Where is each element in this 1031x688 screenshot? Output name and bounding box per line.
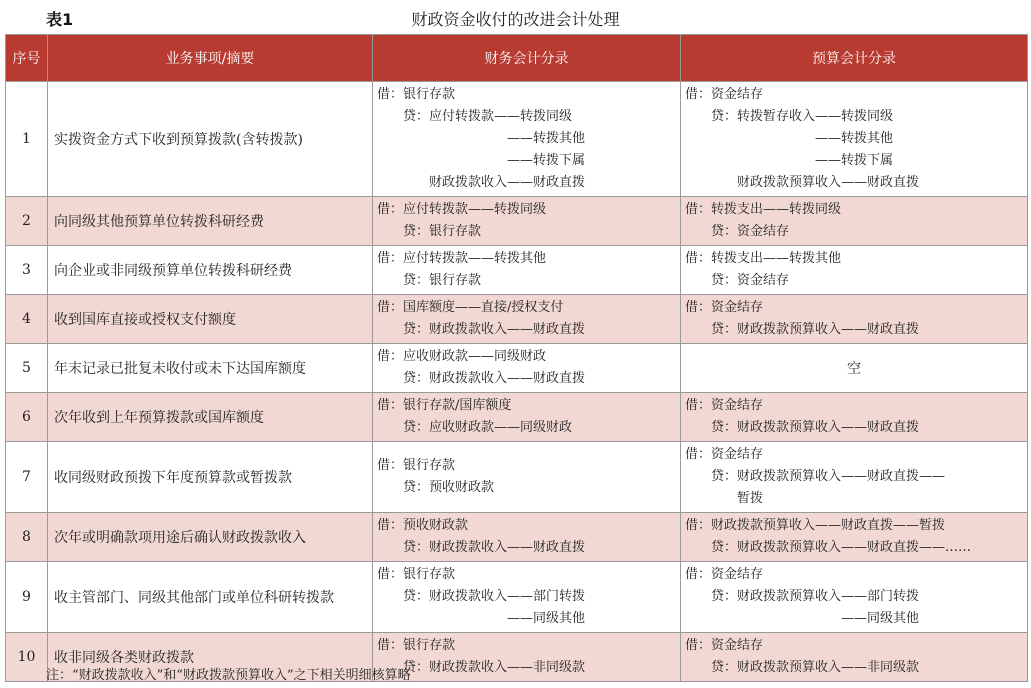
financial-entry-cell bbox=[373, 562, 681, 633]
budget-empty-cell: 空 bbox=[681, 344, 1028, 393]
table-row bbox=[6, 513, 1028, 562]
entry-line: 借：转拨支出——转拨其他 bbox=[685, 251, 842, 266]
entry-line: 贷：资金结存 bbox=[685, 224, 790, 239]
entry-line: 贷：银行存款 bbox=[377, 224, 482, 239]
row-summary: 收同级财政预拨下年度预算款或暂拨款 bbox=[48, 442, 373, 513]
financial-entry-cell bbox=[373, 246, 681, 295]
financial-entry-cell bbox=[373, 633, 681, 682]
entry-line: 暂拨 bbox=[685, 491, 764, 506]
entry-line: 借：资金结存 bbox=[685, 300, 764, 315]
budget-entry-cell bbox=[681, 246, 1028, 295]
budget-entry-cell bbox=[681, 633, 1028, 682]
entry-line: 贷：财政拨款收入——财政直拨 bbox=[377, 540, 586, 555]
entry-line: 借：财政拨款预算收入——财政直拨——暂拨 bbox=[685, 518, 946, 533]
row-summary: 次年收到上年预算拨款或国库额度 bbox=[48, 393, 373, 442]
row-number: 1 bbox=[6, 82, 48, 197]
row-number: 2 bbox=[6, 197, 48, 246]
budget-entry-cell bbox=[681, 562, 1028, 633]
entry-line: 贷：银行存款 bbox=[377, 273, 482, 288]
table-note: 注：“财政拨款收入”和“财政拨款预算收入”之下相关明细核算略 bbox=[46, 668, 411, 683]
entry-line: ——转拨下属 bbox=[685, 153, 894, 168]
row-number: 7 bbox=[6, 442, 48, 513]
entry-line: 借：银行存款 bbox=[377, 87, 456, 102]
budget-entry-cell bbox=[681, 513, 1028, 562]
entry-line: ——转拨其他 bbox=[685, 131, 894, 146]
entry-line: 贷：转拨暂存收入——转拨同级 bbox=[685, 109, 894, 124]
entry-line: 财政拨款收入——财政直拨 bbox=[377, 175, 586, 190]
table-header-row bbox=[6, 35, 1028, 82]
entry-line: 贷：预收财政款 bbox=[377, 480, 495, 495]
accounting-table bbox=[5, 34, 1028, 682]
row-number: 6 bbox=[6, 393, 48, 442]
col-header-no: 序号 bbox=[6, 35, 48, 82]
row-summary: 收到国库直接或授权支付额度 bbox=[48, 295, 373, 344]
table-row bbox=[6, 393, 1028, 442]
entry-line: ——同级其他 bbox=[685, 611, 920, 626]
table-row bbox=[6, 295, 1028, 344]
row-number: 4 bbox=[6, 295, 48, 344]
col-header-summary: 业务事项/摘要 bbox=[48, 35, 373, 82]
entry-line: ——同级其他 bbox=[377, 611, 586, 626]
table-title: 财政资金收付的改进会计处理 bbox=[411, 10, 620, 29]
row-number: 10 bbox=[6, 633, 48, 682]
table-row bbox=[6, 82, 1028, 197]
financial-entry-cell bbox=[373, 513, 681, 562]
financial-entry-cell bbox=[373, 442, 681, 513]
entry-line: 借：资金结存 bbox=[685, 447, 764, 462]
financial-entry-cell bbox=[373, 197, 681, 246]
row-summary: 年末记录已批复未收付或未下达国库额度 bbox=[48, 344, 373, 393]
entry-line: 贷：财政拨款收入——部门转拨 bbox=[377, 589, 586, 604]
entry-line: 借：银行存款 bbox=[377, 638, 456, 653]
budget-entry-cell bbox=[681, 82, 1028, 197]
entry-line: 贷：财政拨款预算收入——部门转拨 bbox=[685, 589, 920, 604]
table-row bbox=[6, 562, 1028, 633]
entry-line: ——转拨其他 bbox=[377, 131, 586, 146]
entry-line: 贷：财政拨款收入——财政直拨 bbox=[377, 322, 586, 337]
row-summary: 收非同级各类财政拨款 bbox=[48, 633, 373, 682]
row-number: 5 bbox=[6, 344, 48, 393]
financial-entry-cell bbox=[373, 344, 681, 393]
table-body bbox=[6, 82, 1028, 682]
entry-line: 借：转拨支出——转拨同级 bbox=[685, 202, 842, 217]
entry-line: 借：资金结存 bbox=[685, 567, 764, 582]
entry-line: 借：银行存款 bbox=[377, 458, 456, 473]
row-summary: 次年或明确款项用途后确认财政拨款收入 bbox=[48, 513, 373, 562]
entry-line: 借：资金结存 bbox=[685, 87, 764, 102]
entry-line: 贷：财政拨款预算收入——财政直拨 bbox=[685, 420, 920, 435]
entry-line: 借：银行存款/国库额度 bbox=[377, 398, 512, 413]
entry-line: 借：应付转拨款——转拨同级 bbox=[377, 202, 547, 217]
budget-entry-cell bbox=[681, 295, 1028, 344]
row-summary: 收主管部门、同级其他部门或单位科研转拨款 bbox=[48, 562, 373, 633]
row-number: 8 bbox=[6, 513, 48, 562]
row-summary: 向同级其他预算单位转拨科研经费 bbox=[48, 197, 373, 246]
entry-line: 借：资金结存 bbox=[685, 638, 764, 653]
table-label: 表1 bbox=[46, 10, 74, 29]
financial-entry-cell bbox=[373, 82, 681, 197]
table-row bbox=[6, 344, 1028, 393]
entry-line: 贷：财政拨款预算收入——财政直拨 bbox=[685, 322, 920, 337]
budget-entry-cell bbox=[681, 197, 1028, 246]
table-caption bbox=[0, 0, 1031, 34]
row-summary: 实拨资金方式下收到预算拨款(含转拨款) bbox=[48, 82, 373, 197]
col-header-budget: 预算会计分录 bbox=[681, 35, 1028, 82]
financial-entry-cell bbox=[373, 295, 681, 344]
entry-line: 借：应收财政款——同级财政 bbox=[377, 349, 547, 364]
entry-line: 借：国库额度——直接/授权支付 bbox=[377, 300, 564, 315]
entry-line: ——转拨下属 bbox=[377, 153, 586, 168]
entry-line: 贷：应付转拨款——转拨同级 bbox=[377, 109, 573, 124]
entry-line: 借：预收财政款 bbox=[377, 518, 469, 533]
col-header-financial: 财务会计分录 bbox=[373, 35, 681, 82]
row-number: 9 bbox=[6, 562, 48, 633]
table-row bbox=[6, 442, 1028, 513]
entry-line: 贷：财政拨款收入——财政直拨 bbox=[377, 371, 586, 386]
row-number: 3 bbox=[6, 246, 48, 295]
budget-entry-cell bbox=[681, 393, 1028, 442]
budget-entry-cell bbox=[681, 442, 1028, 513]
table-row bbox=[6, 246, 1028, 295]
entry-line: 贷：资金结存 bbox=[685, 273, 790, 288]
table-row bbox=[6, 197, 1028, 246]
entry-line: 贷：财政拨款预算收入——财政直拨—— bbox=[685, 469, 946, 484]
entry-line: 贷：财政拨款收入——非同级款 bbox=[377, 660, 586, 675]
entry-line: 借：应付转拨款——转拨其他 bbox=[377, 251, 547, 266]
entry-line: 借：银行存款 bbox=[377, 567, 456, 582]
financial-entry-cell bbox=[373, 393, 681, 442]
row-summary: 向企业或非同级预算单位转拨科研经费 bbox=[48, 246, 373, 295]
entry-line: 贷：财政拨款预算收入——非同级款 bbox=[685, 660, 920, 675]
entry-line: 贷：应收财政款——同级财政 bbox=[377, 420, 573, 435]
entry-line: 借：资金结存 bbox=[685, 398, 764, 413]
entry-line: 贷：财政拨款预算收入——财政直拨——…… bbox=[685, 540, 972, 555]
entry-line: 财政拨款预算收入——财政直拨 bbox=[685, 175, 920, 190]
